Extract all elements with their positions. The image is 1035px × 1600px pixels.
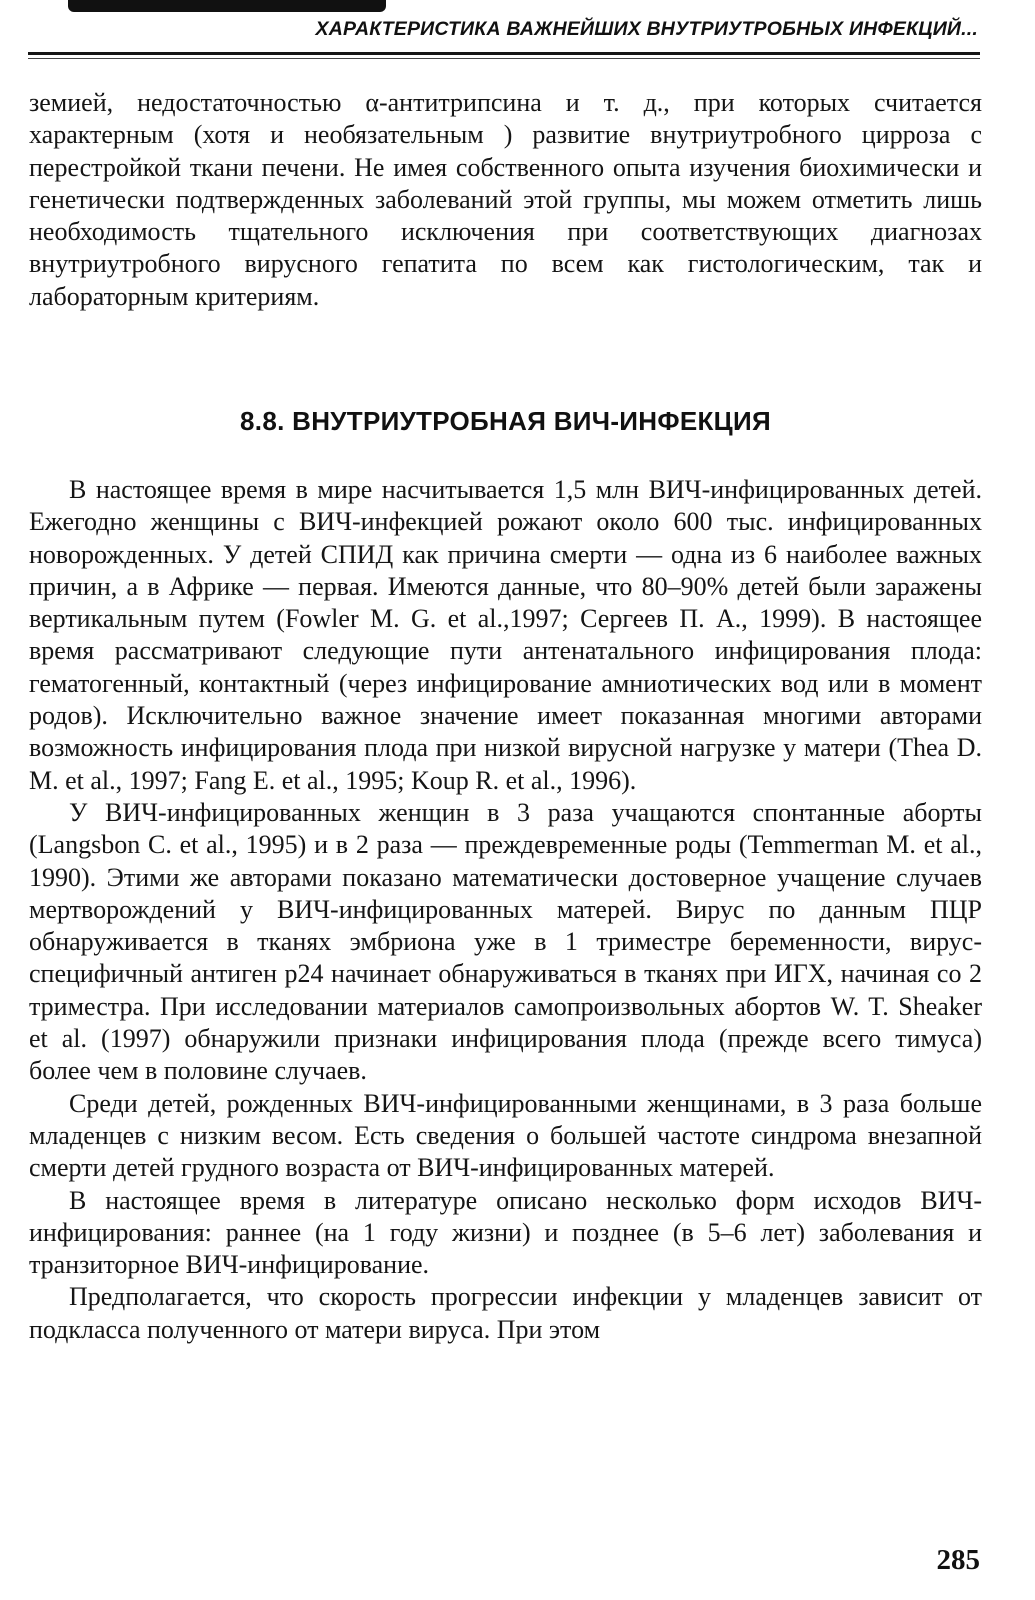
page-number: 285 [936,1544,980,1576]
intro-text [29,87,982,313]
paragraph: У ВИЧ-инфицированных женщин в 3 раза учащаются спонтанные аборты (Langsbon C. et al., 1995) и в 2 раза — преждевременные роды (Temmerman M. et al., 1990). Этими же авторами показано математически достоверное учащение случаев мертворождений у ВИЧ-инфицированных матерей. Вирус по данным ПЦР обнаруживается в тканях эмбриона уже в 1 триместре беременности, вирусспецифичный антиген p24 начинает обнаруживаться в тканях при ИГХ, начиная со 2 триместра. При исследовании материалов самопроизвольных абортов W. T. Sheaker et al. (1997) обнаружили признаки инфицирования плода (прежде всего тимуса) более чем в половине случаев. [29,797,982,1086]
paragraph: Среди детей, рожденных ВИЧ-инфицированными женщинами, в 3 раза больше младенцев с низким весом. Есть сведения о большей частоте синдрома внезапной смерти детей грудного возраста от ВИЧ-инфицированных матерей. [29,1088,982,1183]
header-rule-thin [28,58,980,59]
header-rule [28,52,980,55]
paragraph-continued: земией, недостаточностью α-антитрипсина и т. д., при которых считается характерным (хотя и необязательным ) развитие внутриутробного цирроза с перестройкой ткани печени. Не имея собственного опыта изучения биохимически и генетически подтвержденных заболеваний этой группы, мы можем отметить лишь необходимость тщательного исключения при соответствующих диагнозах внутриутробного вирусного гепатита по всем как гистологическим, так и лабораторным критериям. [29,88,982,311]
paragraph: В настоящее время в литературе описано несколько форм исходов ВИЧ-инфицирования: раннее (на 1 году жизни) и позднее (в 5–6 лет) заболевания и транзиторное ВИЧ-инфицирование. [29,1185,982,1280]
paragraph: В настоящее время в мире насчитывается 1,5 млн ВИЧ-инфицированных детей. Ежегодно женщины с ВИЧ-инфекцией рожают около 600 тыс. инфицированных новорожденных. У детей СПИД как причина смерти — одна из 6 наиболее важных причин, а в Африке — первая. Имеются данные, что 80–90% детей были заражены вертикальным путем (Fowler M. G. et al.,1997; Сергеев П. А., 1999). В настоящее время рассматривают следующие пути антенатального инфицирования плода: гематогенный, контактный (через инфицирование амниотических вод или в момент родов). Исключительно важное значение имеет показанная многими авторами возможность инфицирования плода при низкой вирусной нагрузке у матери (Thea D. M. et al., 1997; Fang E. et al., 1995; Koup R. et al., 1996). [29,475,982,795]
section-heading: 8.8. ВНУТРИУТРОБНАЯ ВИЧ-ИНФЕКЦИЯ [240,406,771,436]
paragraph: Предполагается, что скорость прогрессии инфекции у младенцев зависит от подкласса полученного от матери вируса. При этом [29,1282,982,1344]
section-body [29,474,982,1346]
header-decoration [68,0,386,12]
running-header: ХАРАКТЕРИСТИКА ВАЖНЕЙШИХ ВНУТРИУТРОБНЫХ ИНФЕКЦИЙ... [315,18,978,40]
